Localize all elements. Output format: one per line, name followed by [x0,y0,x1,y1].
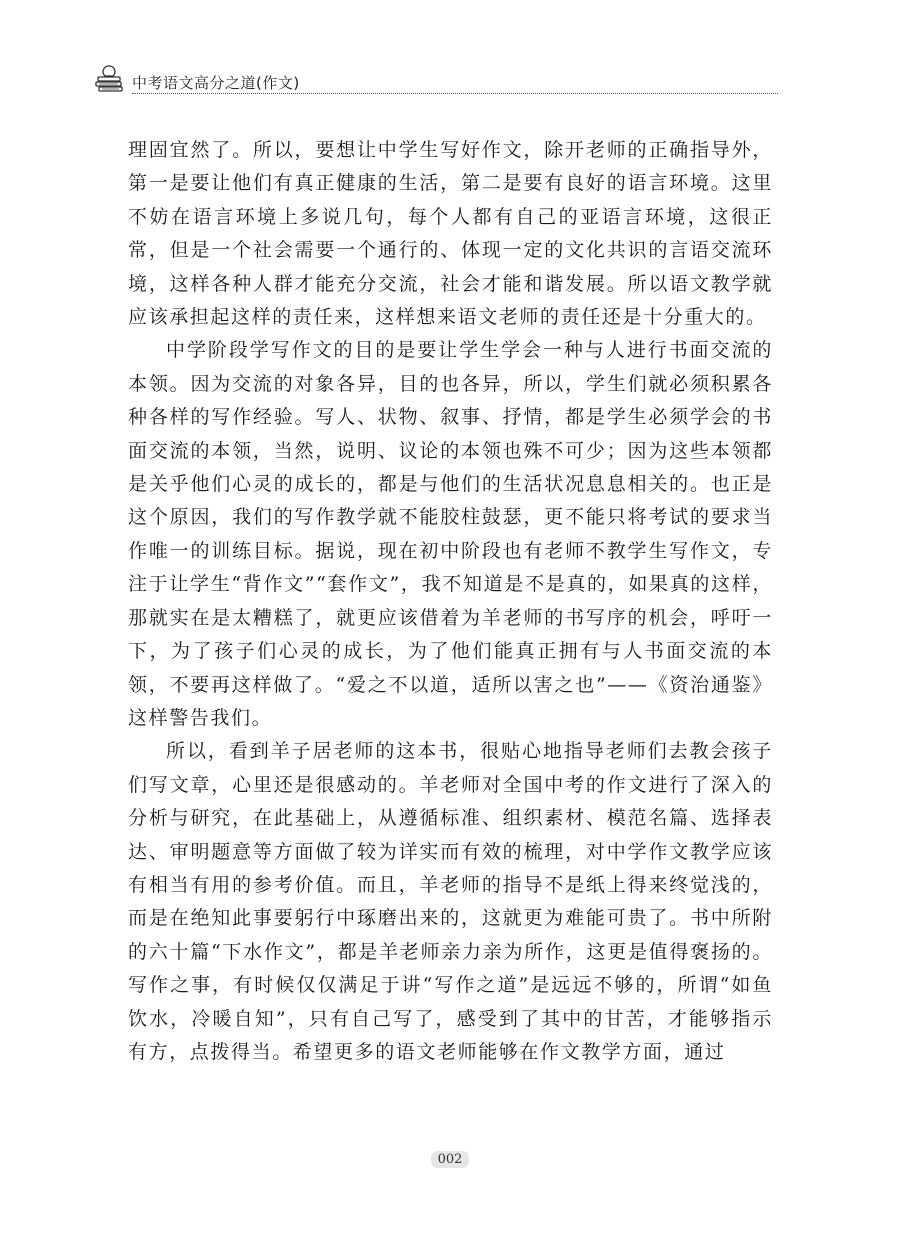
paragraph-writing-purpose: 中学阶段学写作文的目的是要让学生学会一种与人进行书面交流的本领。因为交流的对象各异，目的也各异，所以，学生们就必须积累各种各样的写作经验。写人、状物、叙事、抒情，都是学生必须学会的书面交流的本领，当然，说明、议论的本领也殊不可少；因为这些本领都是关乎他们心灵的成长的，都是与他们的生活状况息息相关的。也正是这个原因，我们的写作教学就不能胶柱鼓瑟，更不能只将考试的要求当作唯一的训练目标。据说，现在初中阶段也有老师不教学生写作文，专注于让学生“背作文”“套作文”，我不知道是不是真的，如果真的这样，那就实在是太糟糕了，就更应该借着为羊老师的书写序的机会，呼吁一下，为了孩子们心灵的成长，为了他们能真正拥有与人书面交流的本领，不要再这样做了。“爱之不以道，适所以害之也”——《资治通鉴》这样警告我们。 [128,339,773,729]
book-title: 中考语文高分之道(作文) [132,74,300,92]
page-number-label: 002 [431,1151,470,1168]
book-stack-icon [94,64,124,94]
header-divider [132,93,778,94]
paragraph-book-praise: 所以，看到羊子居老师的这本书，很贴心地指导老师们去教会孩子们写文章，心里还是很感动的。羊老师对全国中考的作文进行了深入的分析与研究，在此基础上，从遵循标准、组织素材、模范名篇、选择表达、审明题意等方面做了较为详实而有效的梳理，对中学作文教学应该有相当有用的参考价值。而且，羊老师的指导不是纸上得来终觉浅的，而是在绝知此事要躬行中琢磨出来的，这就更为难能可贵了。书中所附的六十篇“下水作文”，都是羊老师亲力亲为所作，这更是值得褒扬的。写作之事，有时候仅仅满足于讲“写作之道”是远远不够的，所谓“如鱼饮水，冷暖自知”，只有自己写了，感受到了其中的甘苦，才能够指示有方，点拨得当。希望更多的语文老师能够在作文教学方面，通过 [128,740,773,1063]
paragraph-continued: 理固宜然了。所以，要想让中学生写好作文，除开老师的正确指导外，第一是要让他们有真正健康的生活，第二是要有良好的语言环境。这里不妨在语言环境上多说几句，每个人都有自己的亚语言环境，这很正常，但是一个社会需要一个通行的、体现一定的文化共识的言语交流环境，这样各种人群才能充分交流，社会才能和谐发展。所以语文教学就应该承担起这样的责任来，这样想来语文老师的责任还是十分重大的。 [128,139,773,329]
running-header [94,64,778,96]
page-number [0,1151,900,1168]
main-text [128,134,773,1069]
